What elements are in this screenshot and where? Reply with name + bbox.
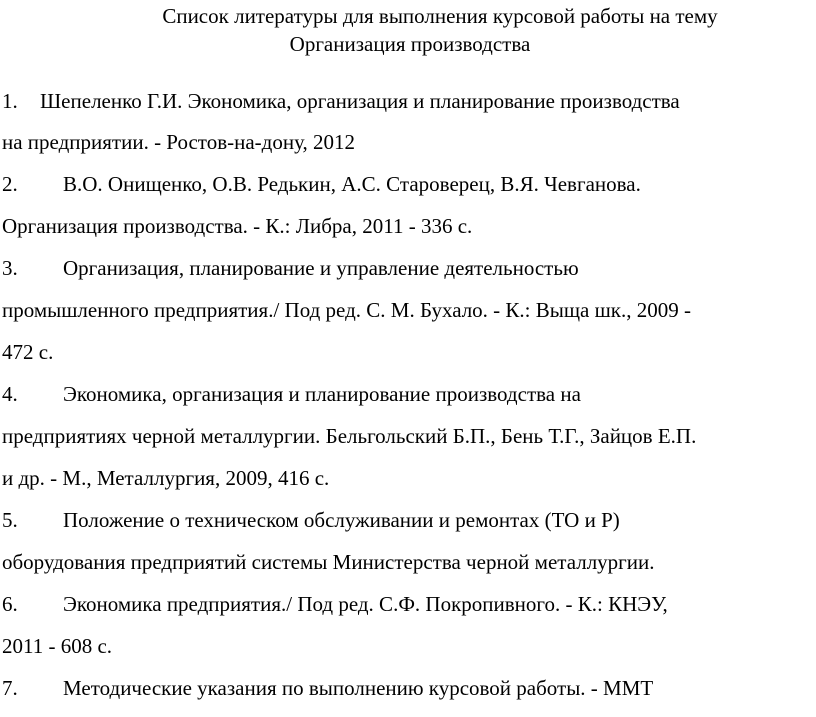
item-3-number: 3. bbox=[2, 256, 18, 280]
item-1-line-1: Шепеленко Г.И. Экономика, организация и планирование производства bbox=[40, 89, 680, 113]
item-7-line-1: Методические указания по выполнению курсовой работы. - ММТ bbox=[63, 676, 654, 700]
item-4-line-3: и др. - М., Металлургия, 2009, 416 с. bbox=[2, 466, 330, 490]
item-5-line-2: оборудования предприятий системы Министерства черной металлургии. bbox=[2, 550, 655, 574]
title-line-1: Список литературы для выполнения курсовой работы на тему bbox=[162, 4, 718, 28]
item-2-number: 2. bbox=[2, 172, 18, 196]
item-6-number: 6. bbox=[2, 592, 18, 616]
item-1-number: 1. bbox=[2, 89, 18, 113]
item-4-line-2: предприятиях черной металлургии. Бельгольский Б.П., Бень Т.Г., Зайцов Е.П. bbox=[2, 424, 697, 448]
item-5-number: 5. bbox=[2, 508, 18, 532]
item-3-line-3: 472 с. bbox=[2, 340, 54, 364]
item-1-line-2: на предприятии. - Ростов-на-дону, 2012 bbox=[2, 130, 355, 154]
item-4-number: 4. bbox=[2, 382, 18, 406]
item-5-line-1: Положение о техническом обслуживании и ремонтах (ТО и Р) bbox=[63, 508, 620, 532]
item-2-line-1: В.О. Онищенко, О.В. Редькин, А.С. Староверец, В.Я. Чевганова. bbox=[63, 172, 641, 196]
item-3-line-2: промышленного предприятия./ Под ред. С. М. Бухало. - К.: Выща шк., 2009 - bbox=[2, 298, 691, 322]
item-6-line-1: Экономика предприятия./ Под ред. С.Ф. Покропивного. - К.: КНЭУ, bbox=[63, 592, 668, 616]
item-6-line-2: 2011 - 608 с. bbox=[2, 634, 113, 658]
item-2-line-2: Организация производства. - К.: Либра, 2011 - 336 с. bbox=[2, 214, 473, 238]
item-4-line-1: Экономика, организация и планирование производства на bbox=[63, 382, 581, 406]
title-line-2: Организация производства bbox=[289, 32, 531, 56]
item-7-number: 7. bbox=[2, 676, 18, 700]
item-3-line-1: Организация, планирование и управление деятельностью bbox=[63, 256, 579, 280]
